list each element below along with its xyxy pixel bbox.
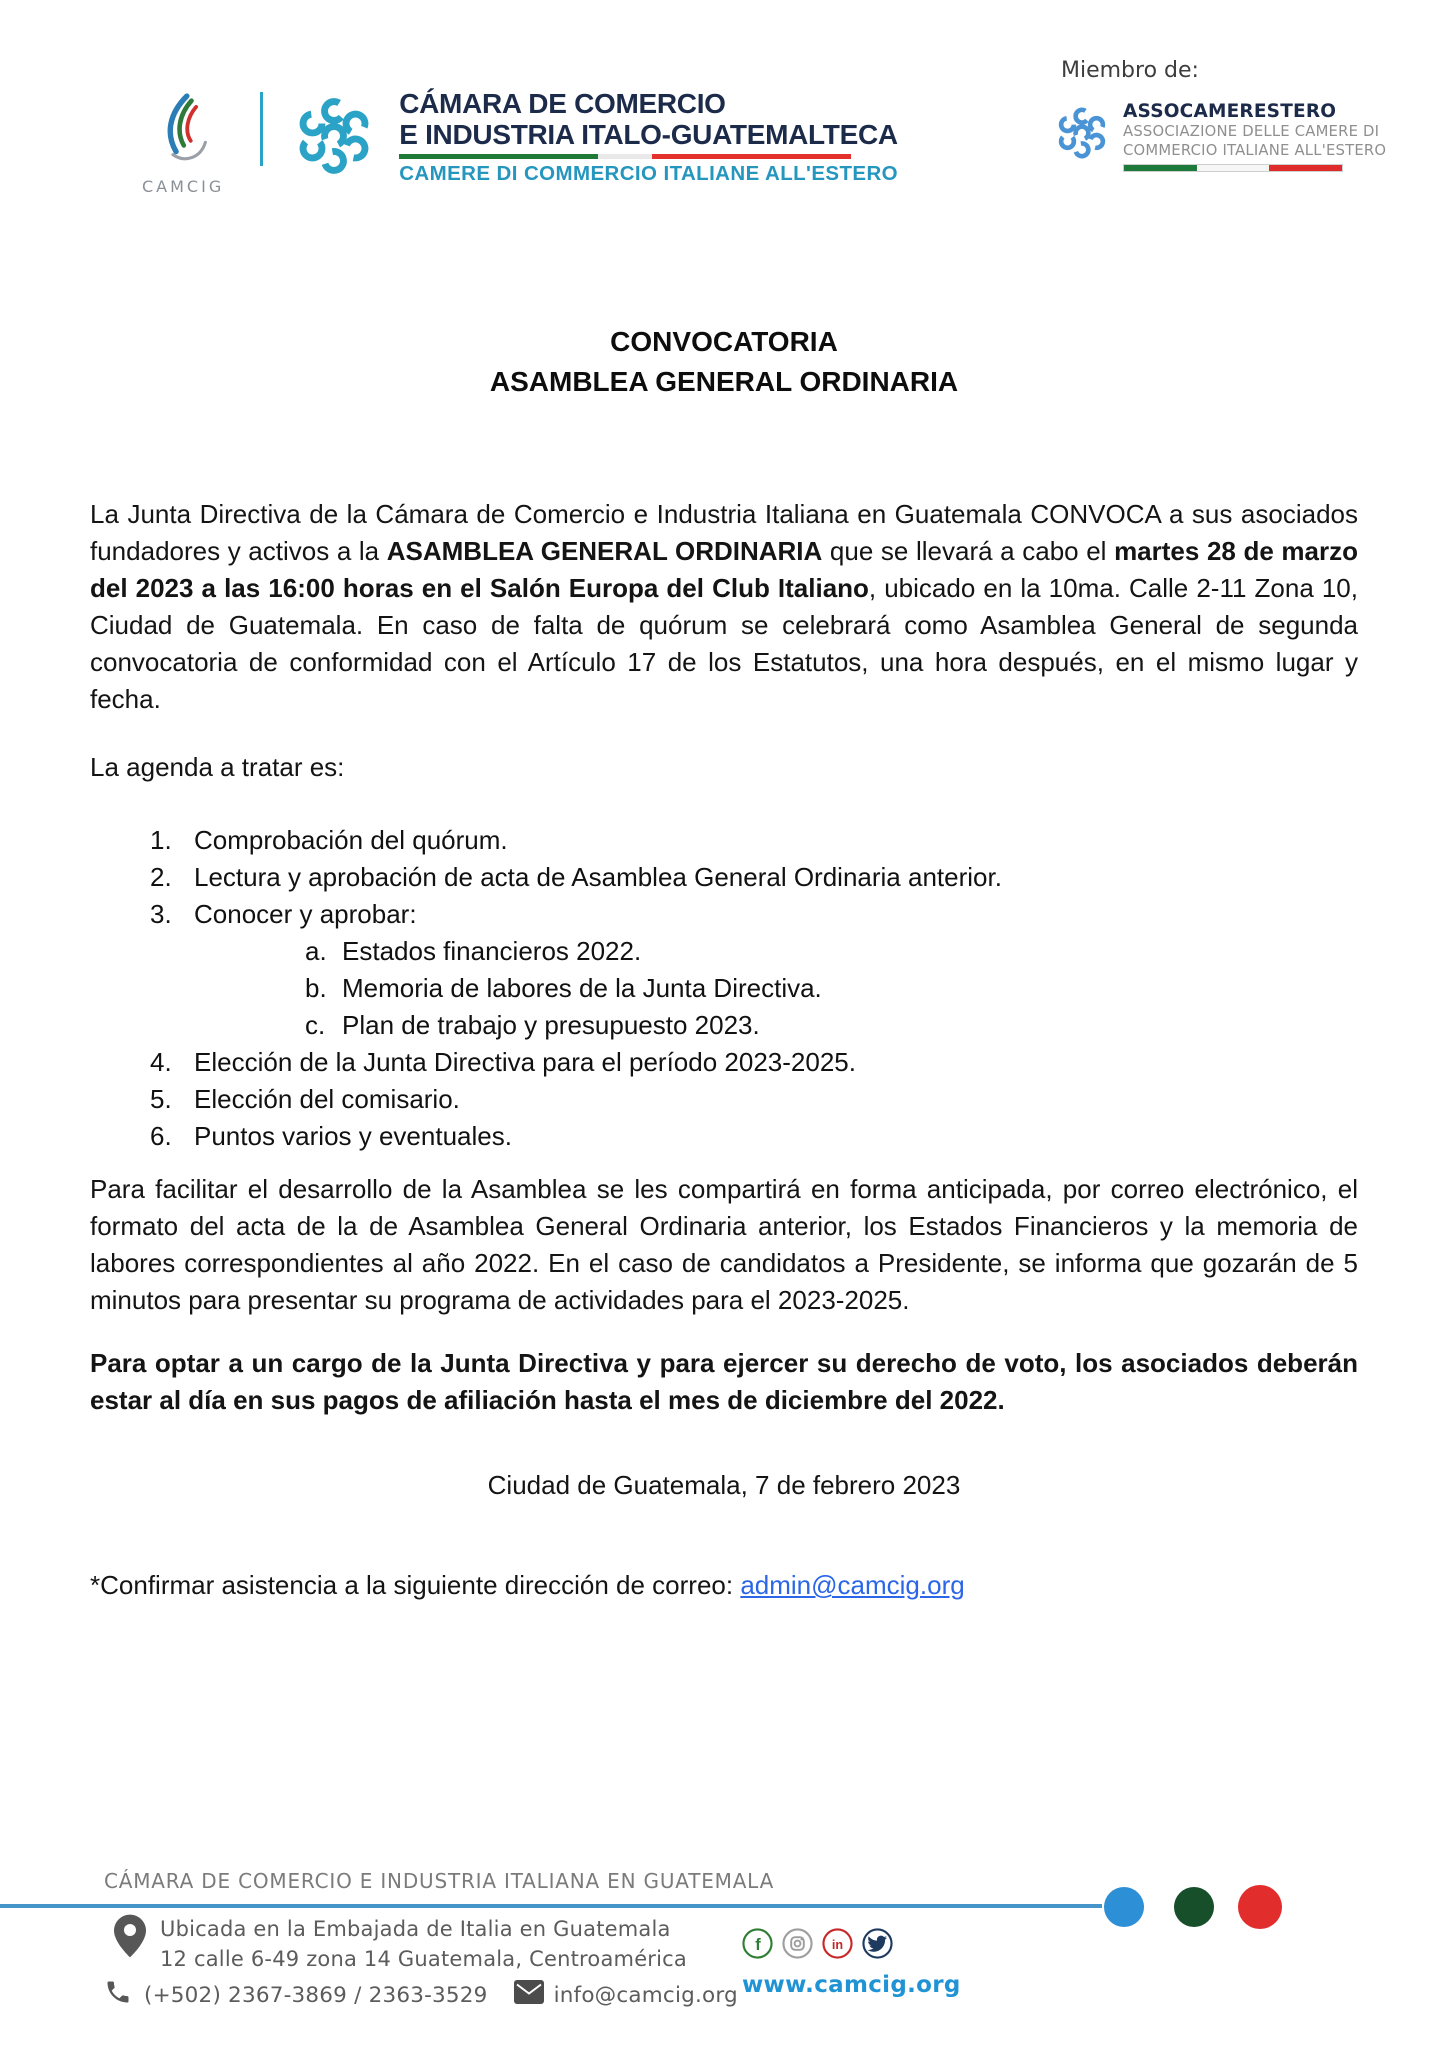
agenda-text: Comprobación del quórum. xyxy=(194,825,508,855)
title-line1: CONVOCATORIA xyxy=(610,326,838,357)
agenda-text: Puntos varios y eventuales. xyxy=(194,1121,512,1151)
assoc-name: ASSOCAMERESTERO xyxy=(1123,101,1337,122)
footer-dot-red xyxy=(1238,1885,1282,1929)
agenda-text: Memoria de labores de la Junta Directiva. xyxy=(342,973,822,1003)
footer-org-line: CÁMARA DE COMERCIO E INDUSTRIA ITALIANA EN GUATEMALA xyxy=(104,1869,775,1893)
org-name-line1: CÁMARA DE COMERCIO xyxy=(399,88,726,119)
footer-website: www.camcig.org xyxy=(742,1972,961,1998)
map-pin-icon xyxy=(114,1914,146,1963)
agenda-marker: 1. xyxy=(150,825,172,855)
agenda-intro: La agenda a tratar es: xyxy=(90,752,345,782)
confirm-text: *Confirmar asistencia a la siguiente dirección de correo: xyxy=(90,1570,741,1600)
assoc-line1: ASSOCIAZIONE DELLE CAMERE DI xyxy=(1123,123,1380,140)
agenda-text: Elección del comisario. xyxy=(194,1084,460,1114)
envelope-icon xyxy=(514,1980,544,2010)
svg-text:in: in xyxy=(831,1937,844,1952)
linkedin-icon xyxy=(822,1928,853,1964)
document-body xyxy=(90,0,1358,1630)
address-line2: 12 calle 6-49 zona 14 Guatemala, Centroamérica xyxy=(160,1947,687,1971)
twitter-icon xyxy=(862,1928,893,1964)
org-name-line2: E INDUSTRIA ITALO-GUATEMALTECA xyxy=(399,119,898,150)
agenda-list xyxy=(90,822,1358,1155)
title-line2: ASAMBLEA GENERAL ORDINARIA xyxy=(489,366,959,397)
footer-rule xyxy=(0,1904,1102,1908)
agenda-marker: c. xyxy=(305,1010,326,1040)
phone-icon xyxy=(104,1978,132,2012)
paragraph-voting-requirement: Para optar a un cargo de la Junta Directiva y para ejercer su derecho de voto, los asociados deberán estar al día en sus pagos de afiliación hasta el mes de diciembre del 2022. xyxy=(90,1348,1358,1415)
facebook-icon xyxy=(742,1928,773,1964)
agenda-item-5 xyxy=(150,1081,1358,1118)
agenda-text: Conocer y aprobar: xyxy=(194,899,417,929)
agenda-marker: b. xyxy=(305,973,327,1003)
footer-contact xyxy=(104,1978,738,2012)
agenda-item-4 xyxy=(150,1044,1358,1081)
p1-bold-assembly: ASAMBLEA GENERAL ORDINARIA xyxy=(386,536,823,566)
agenda-marker: 4. xyxy=(150,1047,172,1077)
agenda-text: Estados financieros 2022. xyxy=(342,936,642,966)
confirm-email-link[interactable]: admin@camcig.org xyxy=(740,1570,965,1600)
agenda-marker: 5. xyxy=(150,1084,172,1114)
agenda-subitem-b xyxy=(305,970,1358,1007)
p1-text: , ubicado en la 10ma. Calle 2-11 Zona 10, Ciudad de Guatemala. En caso de falta de quórum se celebrará como Asamblea General de segunda convocatoria de conformidad con el Artículo 17 de los Estatutos, una hora después, en el mismo lugar y fecha. xyxy=(90,573,1358,714)
instagram-icon xyxy=(782,1928,813,1964)
footer-social-icons xyxy=(742,1928,893,1964)
agenda-text: Lectura y aprobación de acta de Asamblea General Ordinaria anterior. xyxy=(194,862,1002,892)
footer-dot-green xyxy=(1174,1887,1214,1927)
date-line: Ciudad de Guatemala, 7 de febrero 2023 xyxy=(487,1470,961,1500)
agenda-marker: a. xyxy=(305,936,327,966)
agenda-item-3 xyxy=(150,896,1358,933)
agenda-item-1 xyxy=(150,822,1358,859)
assoc-line2: COMMERCIO ITALIANE ALL'ESTERO xyxy=(1123,142,1387,159)
camcig-label: CAMCIG xyxy=(142,177,225,196)
page-title xyxy=(90,322,1358,402)
svg-text:f: f xyxy=(755,1935,761,1954)
agenda-marker: 2. xyxy=(150,862,172,892)
confirm-attendance-line xyxy=(90,1567,1358,1604)
agenda-subitem-c xyxy=(305,1007,1358,1044)
agenda-marker: 6. xyxy=(150,1121,172,1151)
address-line1: Ubicada en la Embajada de Italia en Guatemala xyxy=(160,1917,671,1941)
org-subtitle: CAMERE DI COMMERCIO ITALIANE ALL'ESTERO xyxy=(399,162,899,185)
agenda-marker: 3. xyxy=(150,899,172,929)
footer-address-text xyxy=(160,1914,687,1974)
member-of-label: Miembro de: xyxy=(1061,58,1199,83)
footer-dot-blue xyxy=(1104,1887,1144,1927)
footer-email: info@camcig.org xyxy=(553,1982,738,2008)
agenda-text: Plan de trabajo y presupuesto 2023. xyxy=(342,1010,760,1040)
phone-number: (+502) 2367-3869 / 2363-3529 xyxy=(144,1982,488,2008)
p1-text: La Junta Directiva de la Cámara de Comercio e Industria Italiana en Guatemala CONVOCA a sus asociados fundadores y activos a la xyxy=(90,499,1358,566)
agenda-subitem-a xyxy=(305,933,1358,970)
paragraph-logistics: Para facilitar el desarrollo de la Asamblea se les compartirá en forma anticipada, por correo electrónico, el formato del acta de la de Asamblea General Ordinaria anterior, los Estados Financieros y la memoria de labores correspondientes al año 2022. En el caso de candidatos a Presidente, se informa que gozarán de 5 minutos para presentar su programa de actividades para el 2023-2025. xyxy=(90,1174,1358,1315)
agenda-item-6 xyxy=(150,1118,1358,1155)
agenda-item-2 xyxy=(150,859,1358,896)
paragraph-convocation xyxy=(90,496,1358,718)
p1-text: que se llevará a cabo el xyxy=(822,536,1115,566)
p1-bold-datetime: martes 28 de marzo del 2023 a las 16:00 horas en el Salón Europa del Club Italiano xyxy=(90,536,1358,603)
agenda-text: Elección de la Junta Directiva para el período 2023-2025. xyxy=(194,1047,856,1077)
footer-address xyxy=(114,1914,687,1974)
